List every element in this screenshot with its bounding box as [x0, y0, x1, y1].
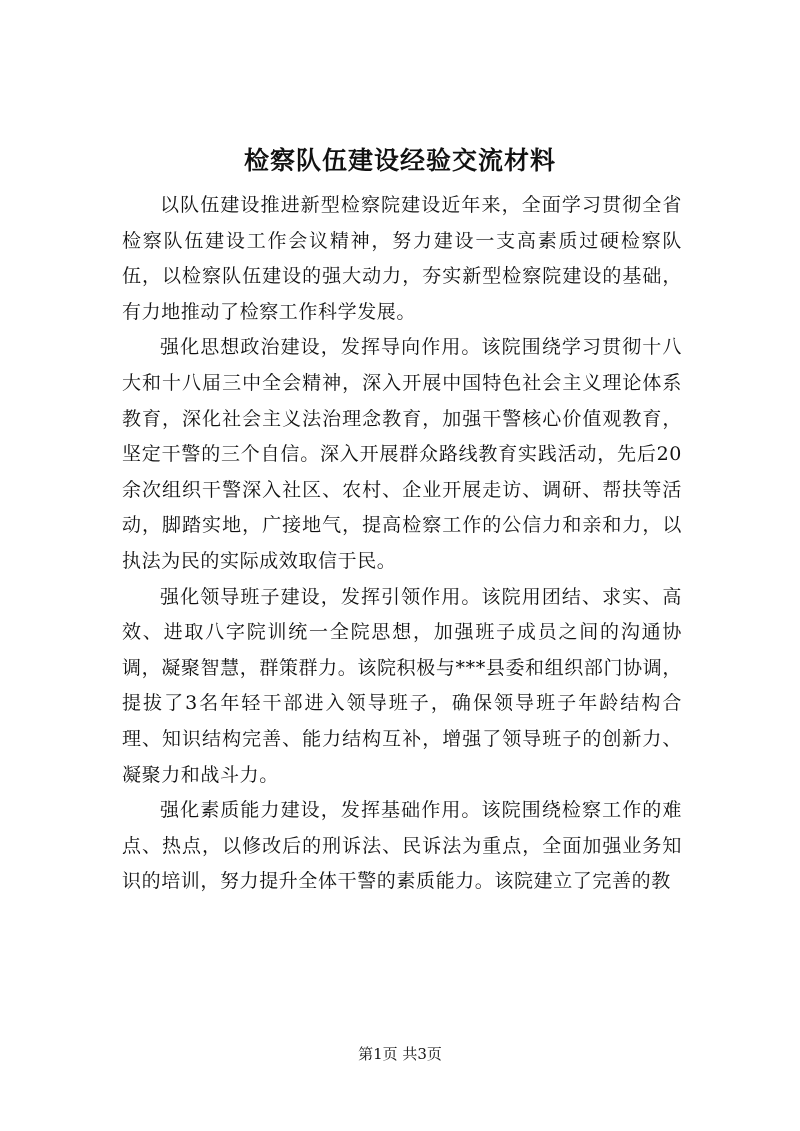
page-number: 第1页 共3页 — [358, 1045, 442, 1063]
paragraph-leadership: 强化领导班子建设，发挥引领作用。该院用团结、求实、高效、进取八字院训统一全院思想，加强班子成员之间的沟通协调，凝聚智慧，群策群力。该院积极与***县委和组织部门协调，提拔了3名年轻干部进入领导班子，确保领导班子年龄结构合理、知识结构完善、能力结构互补，增强了领导班子的创新力、凝聚力和战斗力。 — [122, 585, 682, 786]
page-footer — [0, 1044, 800, 1064]
paragraph-intro: 以队伍建设推进新型检察院建设近年来，全面学习贯彻全省检察队伍建设工作会议精神，努力建设一支高素质过硬检察队伍，以检察队伍建设的强大动力，夯实新型检察院建设的基础，有力地推动了检察工作科学发展。 — [122, 194, 682, 323]
paragraph-quality: 强化素质能力建设，发挥基础作用。该院围绕检察工作的难点、热点，以修改后的刑诉法、民诉法为重点，全面加强业务知识的培训，努力提升全体干警的素质能力。该院建立了完善的教 — [122, 799, 682, 893]
document-body — [122, 188, 682, 900]
document-title: 检察队伍建设经验交流材料 — [243, 146, 556, 175]
paragraph-political: 强化思想政治建设，发挥导向作用。该院围绕学习贯彻十八大和十八届三中全会精神，深入开展中国特色社会主义理论体系教育，深化社会主义法治理念教育，加强干警核心价值观教育，坚定干警的三个自信。深入开展群众路线教育实践活动，先后20余次组织干警深入社区、农村、企业开展走访、调研、帮扶等活动，脚踏实地，广接地气，提高检察工作的公信力和亲和力，以执法为民的实际成效取信于民。 — [122, 336, 682, 572]
